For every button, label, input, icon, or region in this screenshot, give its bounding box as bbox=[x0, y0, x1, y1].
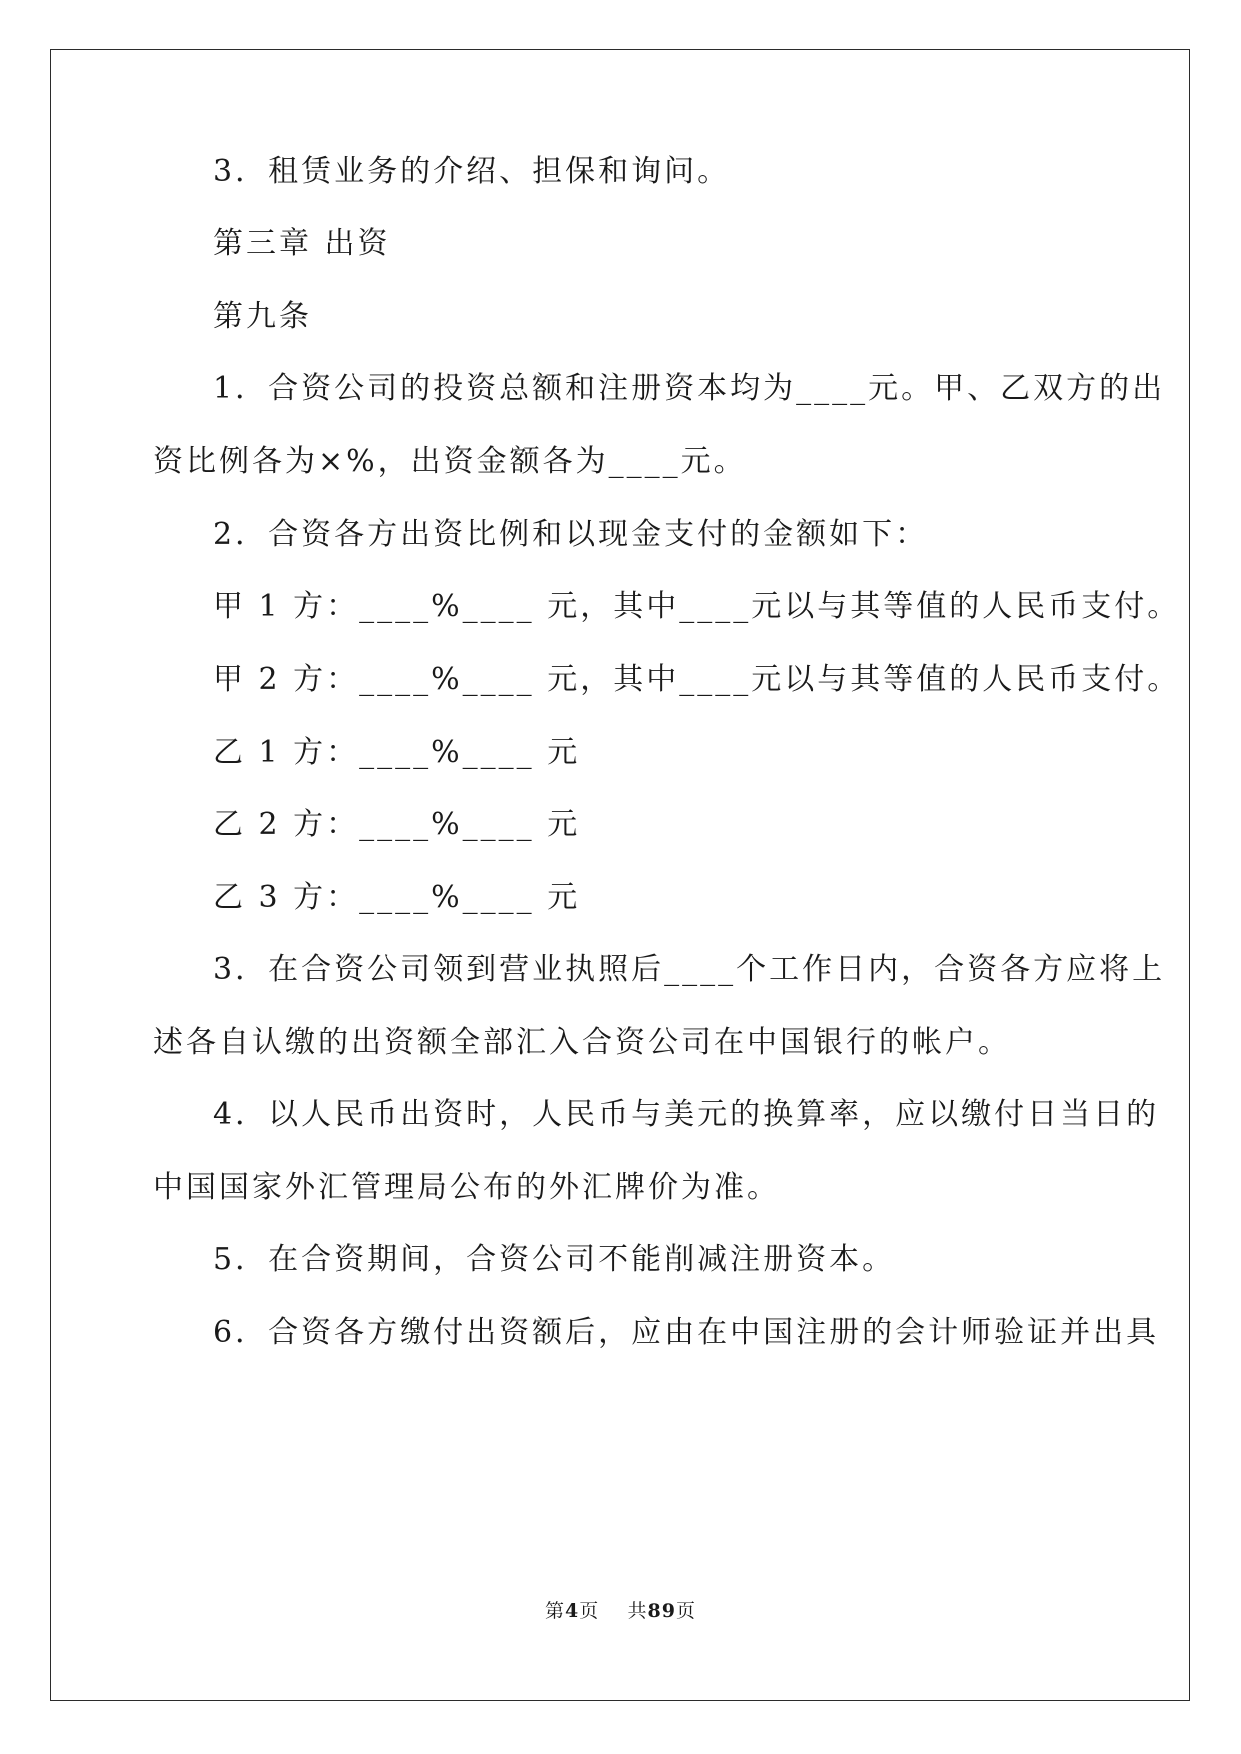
paragraph-line: 述各自认缴的出资额全部汇入合资公司在中国银行的帐户。 bbox=[153, 1025, 1011, 1060]
footer-prefix: 第 bbox=[545, 1600, 566, 1622]
footer-total-suffix: 页 bbox=[675, 1600, 696, 1622]
footer-page-word: 页 bbox=[579, 1600, 600, 1622]
paragraph-line: 乙 3 方：____%____ 元 bbox=[213, 880, 581, 915]
paragraph-line: 乙 1 方：____%____ 元 bbox=[213, 735, 581, 770]
article-heading: 第九条 bbox=[213, 299, 312, 334]
paragraph-line: 1．合资公司的投资总额和注册资本均为____元。甲、乙双方的出 bbox=[213, 371, 1166, 406]
paragraph-line: 3．租赁业务的介绍、担保和询问。 bbox=[213, 154, 731, 189]
chapter-heading: 第三章 出资 bbox=[213, 226, 391, 261]
current-page-number: 4 bbox=[565, 1600, 580, 1622]
paragraph-line: 中国国家外汇管理局公布的外汇牌价为准。 bbox=[153, 1170, 780, 1205]
paragraph-line: 资比例各为×%，出资金额各为____元。 bbox=[153, 444, 747, 479]
paragraph-line: 6．合资各方缴付出资额后，应由在中国注册的会计师验证并出具 bbox=[213, 1315, 1160, 1350]
paragraph-line: 2．合资各方出资比例和以现金支付的金额如下： bbox=[213, 517, 929, 552]
page-footer bbox=[0, 1598, 1241, 1624]
paragraph-line: 甲 1 方：____%____ 元，其中____元以与其等值的人民币支付。 bbox=[213, 589, 1181, 624]
footer-total-prefix: 共 bbox=[627, 1600, 648, 1622]
paragraph-line: 甲 2 方：____%____ 元，其中____元以与其等值的人民币支付。 bbox=[213, 662, 1181, 697]
paragraph-line: 4．以人民币出资时，人民币与美元的换算率，应以缴付日当日的 bbox=[213, 1097, 1160, 1132]
paragraph-line: 3．在合资公司领到营业执照后____个工作日内，合资各方应将上 bbox=[213, 952, 1166, 987]
paragraph-line: 5．在合资期间，合资公司不能削减注册资本。 bbox=[213, 1242, 896, 1277]
total-pages-number: 89 bbox=[647, 1600, 676, 1622]
paragraph-line: 乙 2 方：____%____ 元 bbox=[213, 807, 581, 842]
